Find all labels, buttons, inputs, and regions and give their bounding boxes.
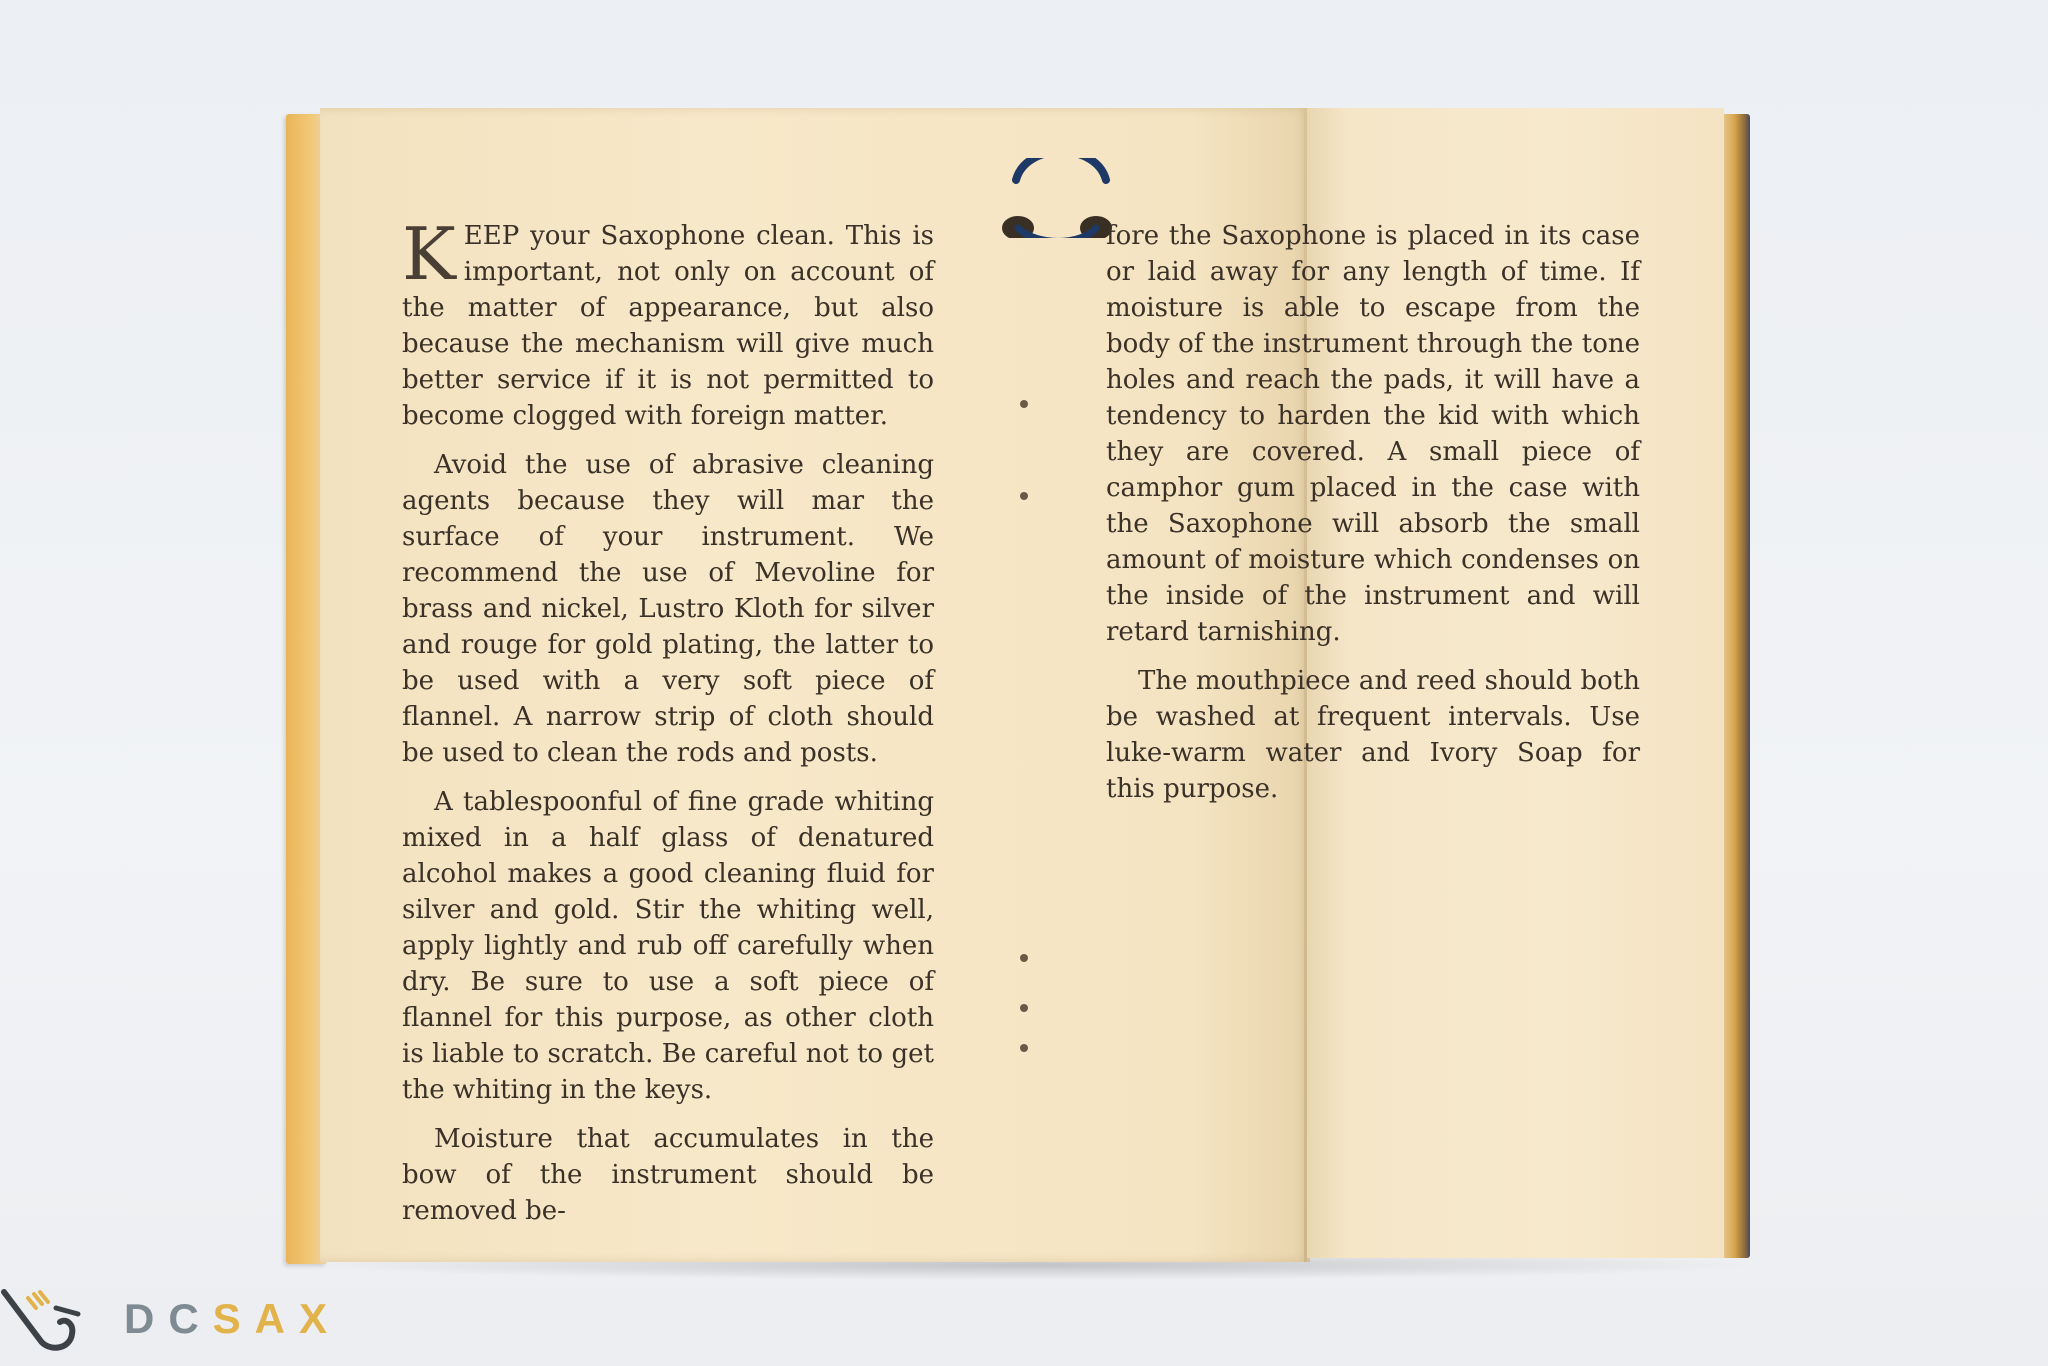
staple-mark xyxy=(1020,492,1028,500)
saxophone-logo-icon xyxy=(0,1284,110,1354)
drop-cap: K xyxy=(402,212,456,296)
logo-text-dc: DC xyxy=(124,1295,213,1342)
paragraph: The mouthpiece and reed should both be washed at frequent intervals. Use luke-warm water and Ivory Soap for this purpose. xyxy=(1106,666,1640,804)
staple-mark xyxy=(1020,400,1028,408)
staple-mark xyxy=(1020,954,1028,962)
dcsax-watermark xyxy=(0,1284,380,1354)
staple-mark xyxy=(1020,1044,1028,1052)
paragraph: fore the Saxophone is placed in its case or laid away for any length of time. If moisture is able to escape from the body of the instrument through the tone holes and reach the pads, it will have a tendency to harden the kid with which they are covered. A small piece of camphor gum placed in the case with the Saxophone will absorb the small amount of moisture which condenses on the inside of the instrument and will retard tarnishing. xyxy=(1106,221,1640,647)
staple-mark xyxy=(1020,1004,1028,1012)
paragraph: Avoid the use of abrasive cleaning agents because they will mar the surface of your instrument. We recommend the use of Mevoline for brass and nickel, Lustro Kloth for silver and rouge for gold plating, the latter to be used with a very soft piece of flannel. A narrow strip of cloth should be used to clean the rods and posts. xyxy=(402,450,934,768)
paragraph: Moisture that accumulates in the bow of the instrument should be removed be- xyxy=(402,1124,934,1226)
paragraph: A tablespoonful of fine grade whiting mixed in a half glass of denatured alcohol makes a good cleaning fluid for silver and gold. Stir the whiting well, apply lightly and rub off carefully when dry. Be sure to use a soft piece of flannel for this purpose, as other cloth is liable to scratch. Be careful not to get the whiting in the keys. xyxy=(402,787,934,1105)
paragraph-text: EEP your Saxophone clean. This is important, not only on account of the matter of appearance, but also because the mechanism will give much better service if it is not permitted to become clogged with foreign matter. xyxy=(402,221,934,431)
paragraph xyxy=(402,212,934,434)
booklet-cover-right-edge xyxy=(1724,114,1750,1258)
right-page-text xyxy=(1106,218,1640,820)
logo-text-sax: SAX xyxy=(212,1295,342,1342)
open-booklet xyxy=(286,108,1750,1264)
left-page-text xyxy=(402,212,934,1242)
logo-wordmark xyxy=(124,1284,341,1354)
